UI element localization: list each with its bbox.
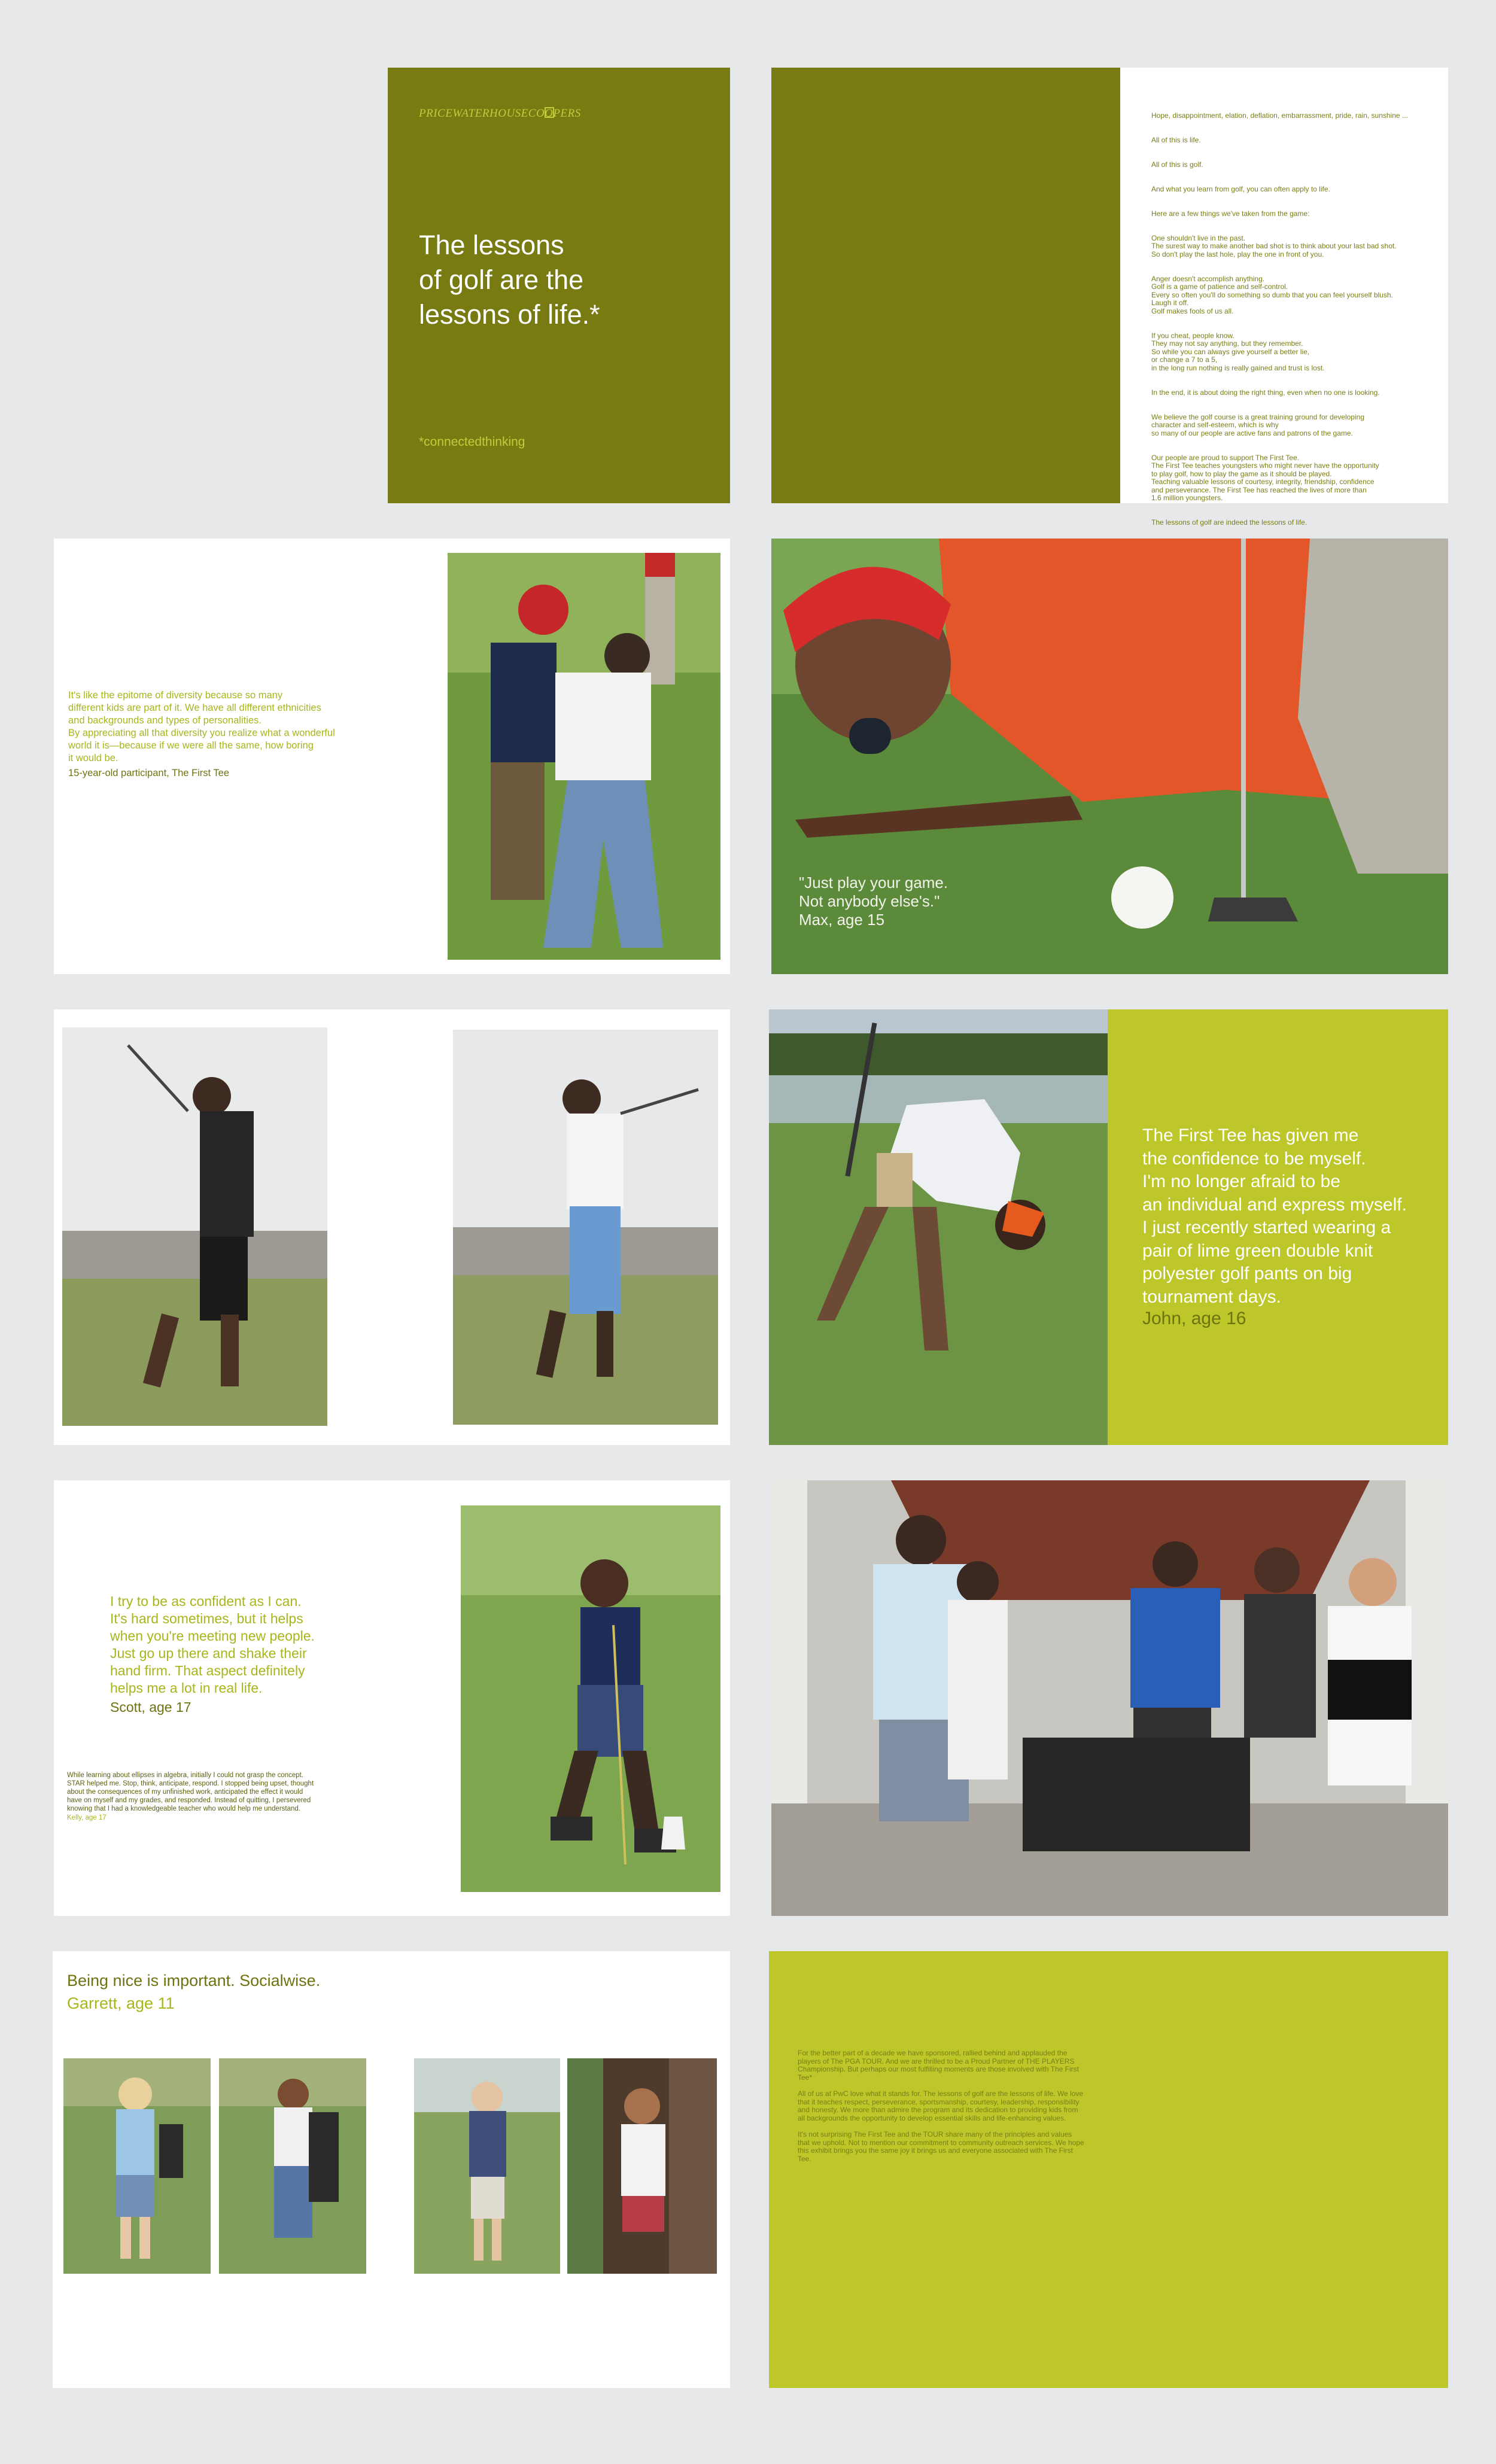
photo-girl-tree	[567, 2058, 717, 2274]
john-attribution: John, age 16	[1142, 1309, 1246, 1328]
cover-panel	[388, 68, 730, 503]
group-photo-panel	[771, 1480, 1448, 1916]
photo-two-boys	[448, 553, 720, 960]
olive-panel	[771, 68, 1120, 503]
closing-paragraph: For the better part of a decade we have sponsored, rallied behind and applauded the players of The PGA TOUR. And we are thrilled to be a Proud Partner of THE PLAYERS Championship. But perhaps our most fulfilling moments are those involved with The First Tee*	[798, 2049, 1079, 2082]
essay-panel	[1120, 68, 1448, 527]
essay-line: If you cheat, people know. They may not say anything, but they remember. So while you can always give yourself a better lie, or change a 7 to a 5, in the long run nothing is really gained and trust is lost.	[1151, 331, 1325, 372]
photo-swing-black-shirt	[62, 1027, 327, 1426]
essay-line: And what you learn from golf, you can often apply to life.	[1151, 184, 1330, 193]
essay-line: Hope, disappointment, elation, deflation, embarrassment, pride, rain, sunshine ...	[1151, 111, 1408, 120]
photo-girl-golfer	[769, 1009, 1108, 1445]
photo-boy-golf-bag	[219, 2058, 366, 2274]
swing-panel	[54, 1009, 730, 1445]
essay-line: In the end, it is about doing the right thing, even when no one is looking.	[1151, 388, 1380, 397]
garrett-quote: Being nice is important. Socialwise.	[67, 1972, 321, 1990]
tagline: *connectedthinking	[419, 435, 525, 449]
diversity-quote: It's like the epitome of diversity because so many different kids are part of it. We have all different ethnicities and backgrounds and types of personalities. By appreciating all that diversity you realize what a wonderful world it is—because if we were all the same, how boring it would be.	[68, 690, 335, 763]
brand-logo-mark	[545, 107, 554, 118]
essay-line: One shouldn't live in the past. The surest way to make another bad shot is to think about your last bad shot. So don't play the last hole, play the one in front of you.	[1151, 233, 1397, 258]
max-quote: "Just play your game. Not anybody else's." Max, age 15	[799, 874, 948, 929]
essay-line: Our people are proud to support The First Tee. The First Tee teaches youngsters who might never have the opportunity to play golf, how to play the game as it should be played. Teaching valuable lessons of courtesy, integrity, friendship, confidence and perseverance. The First Tee has reached the lives of more than 1.6 million youngsters.	[1151, 453, 1379, 502]
photo-swing-white-shirt	[453, 1030, 718, 1425]
closing-paragraph: It's not surprising The First Tee and the TOUR share many of the principles and values that we uphold. Not to mention our commitment to community outreach services. We hope this exhibit brings you the same joy it brings us and everyone associated with The First Tee.	[798, 2130, 1084, 2163]
confidence-panel	[769, 1009, 1448, 1445]
brand-logo: PRICEWATERHOUSECOOPERS	[419, 107, 581, 120]
cover-title: The lessons of golf are the lessons of life.*	[419, 230, 600, 330]
socialwise-panel	[53, 1951, 730, 2388]
photo-boy-cap	[414, 2058, 560, 2274]
diversity-panel	[54, 539, 730, 974]
essay-line: Anger doesn't accomplish anything. Golf is a game of patience and self-control. Every so often you'll do something so dumb that you can feel yourself blush. Laugh it off. Golf makes fools of us all.	[1151, 274, 1393, 315]
photo-boy-dancing	[461, 1505, 720, 1892]
max-photo-panel	[771, 539, 1448, 974]
closing-panel	[769, 1951, 1448, 2388]
photo-girl-blonde	[63, 2058, 211, 2274]
essay-text	[1151, 104, 1439, 543]
john-quote: The First Tee has given me the confidence to be myself. I'm no longer afraid to be an individual and express myself. I just recently started wearing a pair of lime green double knit polyester golf pants on big tournament days.	[1142, 1125, 1407, 1307]
essay-line: We believe the golf course is a great training ground for developing character and self-esteem, which is why so many of our people are active fans and patrons of the game.	[1151, 412, 1364, 437]
kelly-text: While learning about ellipses in algebra, initially I could not grasp the concept. STAR helped me. Stop, think, anticipate, respond. I stopped being upset, thought about the consequences of my unfinished work, anticipated the effect it would have on myself and my grades, and responded. Instead of quitting, I persevered knowing that I had a knowledgeable teacher who would help me understand.	[67, 1772, 314, 1812]
scott-panel	[54, 1480, 730, 1916]
scott-attribution: Scott, age 17	[110, 1699, 191, 1715]
garrett-attribution: Garrett, age 11	[67, 1994, 175, 2012]
essay-line: All of this is life.	[1151, 135, 1201, 144]
essay-line: The lessons of golf are indeed the lessons of life.	[1151, 518, 1308, 527]
diversity-attribution: 15-year-old participant, The First Tee	[68, 768, 230, 778]
essay-line: All of this is golf.	[1151, 160, 1203, 169]
photo-group-bridge	[771, 1480, 1448, 1916]
scott-quote: I try to be as confident as I can. It's hard sometimes, but it helps when you're meeting new people. Just go up there and shake their hand firm. That aspect definitely helps me a lot in real life.	[110, 1593, 315, 1696]
closing-text	[798, 2049, 1085, 2171]
essay-line: Here are a few things we've taken from the game:	[1151, 209, 1310, 218]
kelly-attribution: Kelly, age 17	[67, 1814, 107, 1821]
closing-paragraph: All of us at PwC love what it stands for. The lessons of golf are the lessons of life. We love that it teaches respect, perseverance, sportsmanship, courtesy, leadership, responsibility and honesty. We more than admire the program and its dedication to providing kids from all backgrounds the opportunity to develop essential skills and life-enhancing values.	[798, 2089, 1084, 2122]
confidence-lime-block	[1108, 1009, 1448, 1445]
